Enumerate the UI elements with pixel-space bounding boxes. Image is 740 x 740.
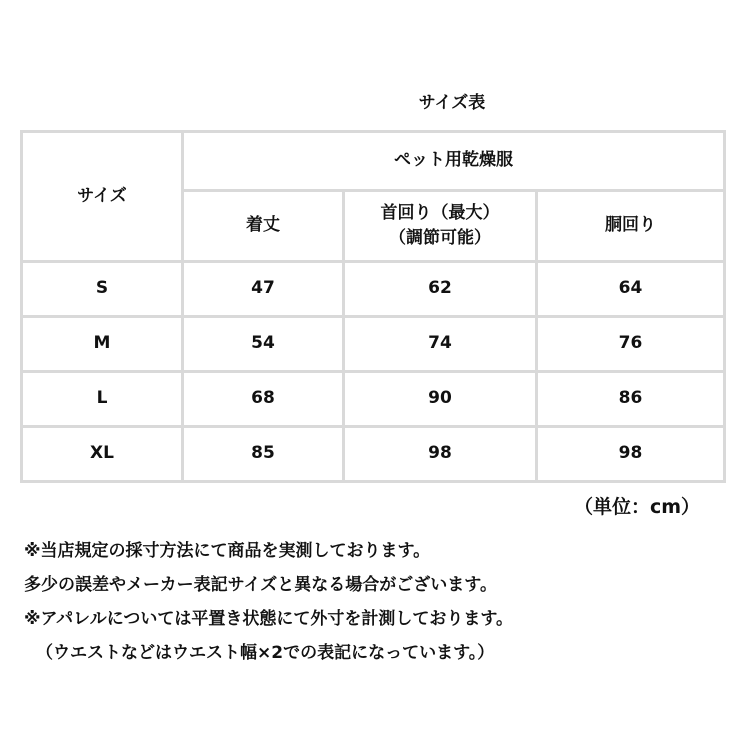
note-line: 多少の誤差やメーカー表記サイズと異なる場合がございます。	[24, 575, 497, 595]
table-row	[22, 427, 725, 482]
table-row	[22, 317, 725, 372]
product-group-header: ペット用乾燥服	[183, 132, 725, 191]
notes	[24, 534, 724, 670]
size-cell: XL	[22, 427, 183, 482]
table-row	[22, 372, 725, 427]
table-row	[22, 262, 725, 317]
waist-cell: 86	[537, 372, 725, 427]
neck-cell: 98	[344, 427, 537, 482]
neck-cell: 90	[344, 372, 537, 427]
neck-column-header	[344, 191, 537, 262]
neck-header-line1: 首回り（最大）	[380, 202, 500, 223]
waist-cell: 64	[537, 262, 725, 317]
length-cell: 85	[183, 427, 344, 482]
size-cell: M	[22, 317, 183, 372]
neck-cell: 62	[344, 262, 537, 317]
size-cell: S	[22, 262, 183, 317]
waist-cell: 76	[537, 317, 725, 372]
size-column-header: サイズ	[22, 132, 183, 262]
length-column-header: 着丈	[183, 191, 344, 262]
length-cell: 47	[183, 262, 344, 317]
size-cell: L	[22, 372, 183, 427]
unit-label: （単位：cm）	[573, 496, 700, 518]
table-header-row	[22, 132, 725, 191]
size-table	[20, 130, 726, 483]
waist-column-header: 胴回り	[537, 191, 725, 262]
length-cell: 54	[183, 317, 344, 372]
page-title: サイズ表	[418, 93, 486, 113]
note-line: ※アパレルについては平置き状態にて外寸を計測しております。	[24, 609, 514, 629]
length-cell: 68	[183, 372, 344, 427]
note-line: （ウエストなどはウエスト幅×2での表記になっています。）	[36, 643, 495, 663]
note-line: ※当店規定の採寸方法にて商品を実測しております。	[24, 541, 431, 561]
neck-cell: 74	[344, 317, 537, 372]
waist-cell: 98	[537, 427, 725, 482]
neck-header-line2: （調節可能）	[389, 228, 491, 248]
